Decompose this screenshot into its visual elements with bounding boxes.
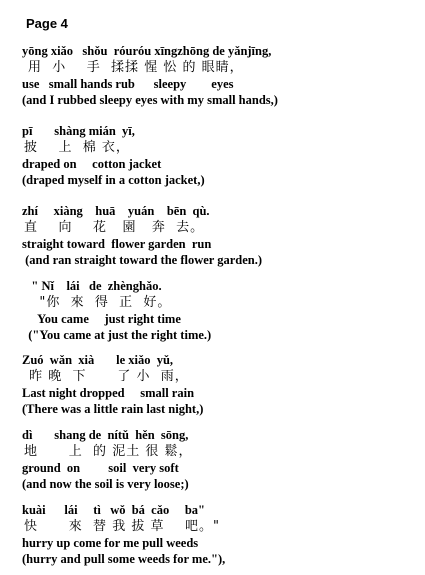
stanza-4-hanzi: "你 來 得 正 好。 [24, 295, 172, 310]
stanza-4-pinyin: " Nǐ lái de zhènghǎo. [22, 279, 162, 293]
stanza-6-hanzi: 地 上 的 泥土 很 鬆， [24, 444, 193, 459]
stanza-4-gloss: You came just right time [22, 312, 181, 326]
stanza-1-gloss: use small hands rub sleepy eyes [22, 77, 234, 91]
stanza-5-gloss: Last night dropped small rain [22, 386, 195, 400]
stanza-3-gloss: straight toward flower garden run [22, 237, 212, 251]
stanza-2-pinyin: pī shàng mián yī, [22, 124, 135, 138]
stanza-5-translation: (There was a little rain last night,) [22, 402, 204, 416]
stanza-4-translation: ("You came at just the right time.) [22, 328, 212, 342]
stanza-2-translation: (draped myself in a cotton jacket,) [22, 173, 205, 187]
stanza-3-pinyin: zhí xiàng huā yuán bēn qù. [22, 204, 210, 218]
stanza-7-gloss: hurry up come for me pull weeds [22, 536, 199, 550]
stanza-7-translation: (hurry and pull some weeds for me."), [22, 552, 226, 566]
stanza-5-hanzi: 昨 晚 下 了 小 雨， [24, 369, 189, 384]
stanza-1-translation: (and I rubbed sleepy eyes with my small hands,) [22, 93, 278, 107]
stanza-2-gloss: draped on cotton jacket [22, 157, 162, 171]
stanza-3-hanzi: 直 向 花 園 奔 去。 [24, 220, 205, 235]
stanza-6-gloss: ground on soil very soft [22, 461, 179, 475]
stanza-7-pinyin: kuài lái tì wǒ bá cǎo ba" [22, 503, 206, 517]
page-title: Page 4 [26, 16, 68, 31]
stanza-6-translation: (and now the soil is very loose;) [22, 477, 189, 491]
stanza-1-pinyin: yōng xiǎo shǒu róuróu xīngzhōng de yǎnjīng, [22, 44, 272, 58]
stanza-2-hanzi: 披 上 棉 衣， [24, 140, 130, 155]
stanza-5-pinyin: Zuó wǎn xià le xiǎo yǔ, [22, 353, 174, 367]
stanza-3-translation: (and ran straight toward the flower garden.) [22, 253, 263, 267]
stanza-7-hanzi: 快 來 替 我 拔 草 吧。" [24, 519, 220, 534]
stanza-1-hanzi: 用 小 手 揉揉 惺 忪 的 眼睛， [28, 60, 244, 75]
stanza-6-pinyin: dì shang de nítǔ hěn sōng, [22, 428, 189, 442]
